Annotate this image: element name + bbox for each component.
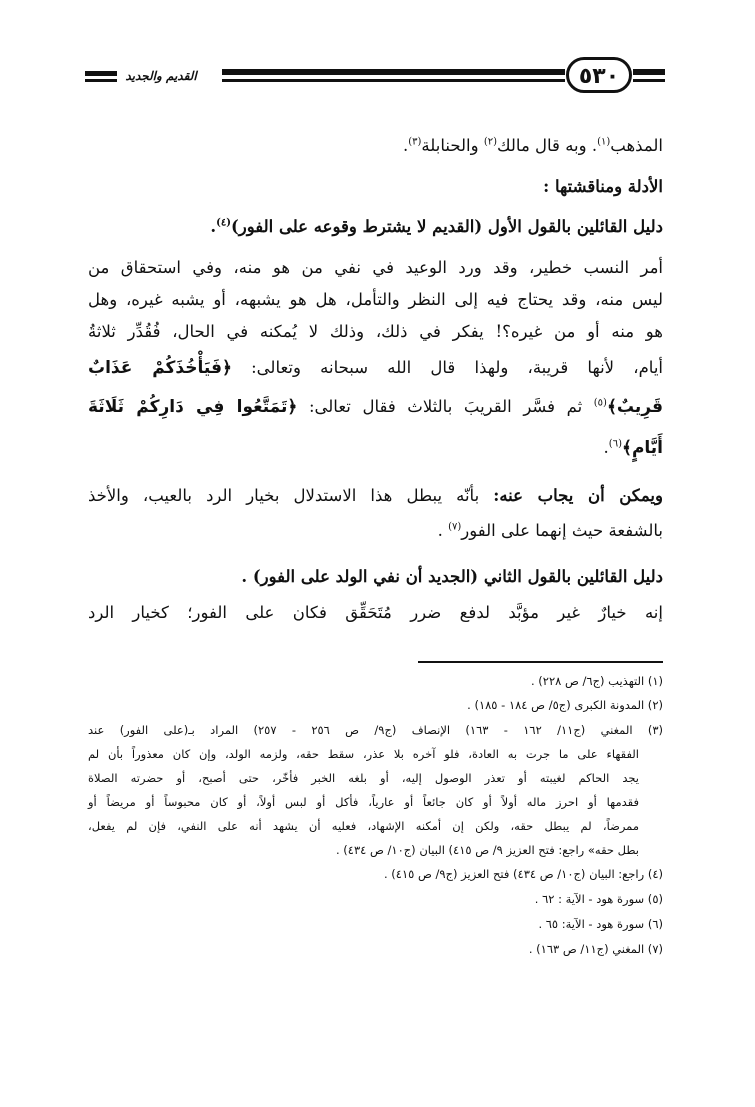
- section-heading: دليل القائلين بالقول الأول (القديم لا يشترط وقوعه على الفور)$^{(٤)}$.: [210, 217, 663, 236]
- body-line: إنه خيارٌ غير مؤبَّد لدفع ضرر مُتَحَقِّق فكان على الفور؛ كخيار الرد: [88, 603, 663, 622]
- footnote-line: ممرضاً، لم يبطل حقه، ولكن إن أمكنه الإشهاد، فعليه أن يشهد أنه على النفي، فإن لم يفعل،: [88, 819, 639, 833]
- footnote-line: بطل حقه» راجع: فتح العزيز ٩/ ص ٤١٥) البيان (ج١٠/ ص ٤٣٤) .: [335, 843, 639, 857]
- body-line: قَرِيبٌ﴾$^{(٥)}$ ثم فسَّر القريبَ بالثلاث فقال تعالى: ﴿تَمَتَّعُوا فِي دَارِكُمْ ثَلَاثَةَ: [88, 397, 663, 417]
- rebuttal-label: ويمكن أن يجاب عنه:: [493, 486, 663, 505]
- quran-quote: قَرِيبٌ﴾: [606, 397, 663, 417]
- quran-quote: ﴿فَيَأْخُذَكُمْ عَذَابٌ: [88, 358, 232, 378]
- page-number: ٥٣٠: [566, 57, 632, 93]
- section-heading: الأدلة ومناقشتها :: [543, 177, 663, 196]
- footnote: (٦) سورة هود - الآية: ٦٥ .: [538, 917, 663, 931]
- header-rule: [633, 69, 665, 75]
- footnote-separator: [418, 661, 663, 663]
- footnote-ref: (٥): [593, 397, 607, 409]
- footnote-line: الفقهاء على ما جرت به العادة، فلو آخره بلا عذر، سقط حقه، ولزمه الولد، وإن كان معذوراً بأن لم: [88, 747, 639, 761]
- body-line: أيام، لأنها قريبة، ولهذا قال الله سبحانه وتعالى: ﴿فَيَأْخُذَكُمْ عَذَابٌ: [88, 358, 664, 378]
- body-line: ويمكن أن يجاب عنه: بأنّه يبطل هذا الاستدلال بخيار الرد بالعيب، والأخذ: [88, 486, 663, 505]
- body-line: أَيَّامٍ﴾$^{(٦)}$.: [603, 438, 663, 458]
- body-line: أمر النسب خطير، وقد ورد الوعيد في نفي من هو منه، وفي استحقاق من: [88, 258, 663, 277]
- footnote: (٣) المغني (ج١١/ ١٦٢ - ١٦٣) الإنصاف (ج٩/ ص ٢٥٦ - ٢٥٧) المراد بـ(على الفور) عند: [88, 723, 664, 737]
- footnote-ref: (٦): [608, 438, 622, 450]
- footnote-line: يجد الحاكم لغيبته أو تعذر الوصول إليه، أو بلغه الخبر فأخّر، حتى أصبح، أو حضرته الصلاة: [88, 771, 639, 785]
- header-rule: [222, 69, 565, 75]
- footnote-ref: (٢): [483, 136, 497, 148]
- footnote-line: فقدمها أو احرز ماله أولاً أو كان جائعاً أو عارياً، فأكل أو لبس أولاً، أو كان محبوساً أو مريضاً أو: [88, 795, 639, 809]
- section-heading: دليل القائلين بالقول الثاني (الجديد أن نفي الولد على الفور) .: [241, 567, 663, 586]
- header-rule: [85, 79, 117, 82]
- quran-quote: ﴿تَمَتَّعُوا فِي دَارِكُمْ ثَلَاثَةَ: [88, 397, 298, 417]
- body-line: المذهب$^{(١)}$. وبه قال مالك$^{(٢)}$ والحنابلة$^{(٣)}$.: [402, 136, 663, 155]
- body-line: ليس منه، وقد يحتاج فيه إلى النظر والتأمل، هل هو يشبهه، أو يشبه غيره، وهل: [88, 290, 663, 309]
- header-rule: [633, 79, 665, 82]
- footnote: (٧) المغني (ج١١/ ص ١٦٣) .: [528, 942, 663, 956]
- body-line: بالشفعة حيث إنهما على الفور$^{(٧)}$ .: [437, 521, 663, 540]
- running-title: القديم والجديد: [125, 69, 197, 83]
- footnote-ref: (١): [597, 136, 611, 148]
- header-rule: [222, 79, 565, 82]
- quran-quote: أَيَّامٍ﴾: [621, 438, 663, 458]
- body-line: هو منه أو من غيره؟! يفكر في ذلك، وذلك لا يُمكنه في الحال، فُقُدِّر ثلاثةُ: [88, 322, 663, 341]
- footnote-ref: (٧): [448, 521, 462, 533]
- footnote-ref: (٤): [216, 217, 231, 229]
- footnote: (٢) المدونة الكبرى (ج٥/ ص ١٨٤ - ١٨٥) .: [467, 698, 663, 712]
- footnote: (٤) راجع: البيان (ج١٠/ ص ٤٣٤) فتح العزيز (ج٩/ ص ٤١٥) .: [383, 867, 663, 881]
- header-rule: [85, 71, 117, 76]
- footnote-ref: (٣): [408, 136, 422, 148]
- footnote: (١) التهذيب (ج٦/ ص ٢٢٨) .: [530, 674, 663, 688]
- footnote: (٥) سورة هود - الآية : ٦٢ .: [534, 892, 663, 906]
